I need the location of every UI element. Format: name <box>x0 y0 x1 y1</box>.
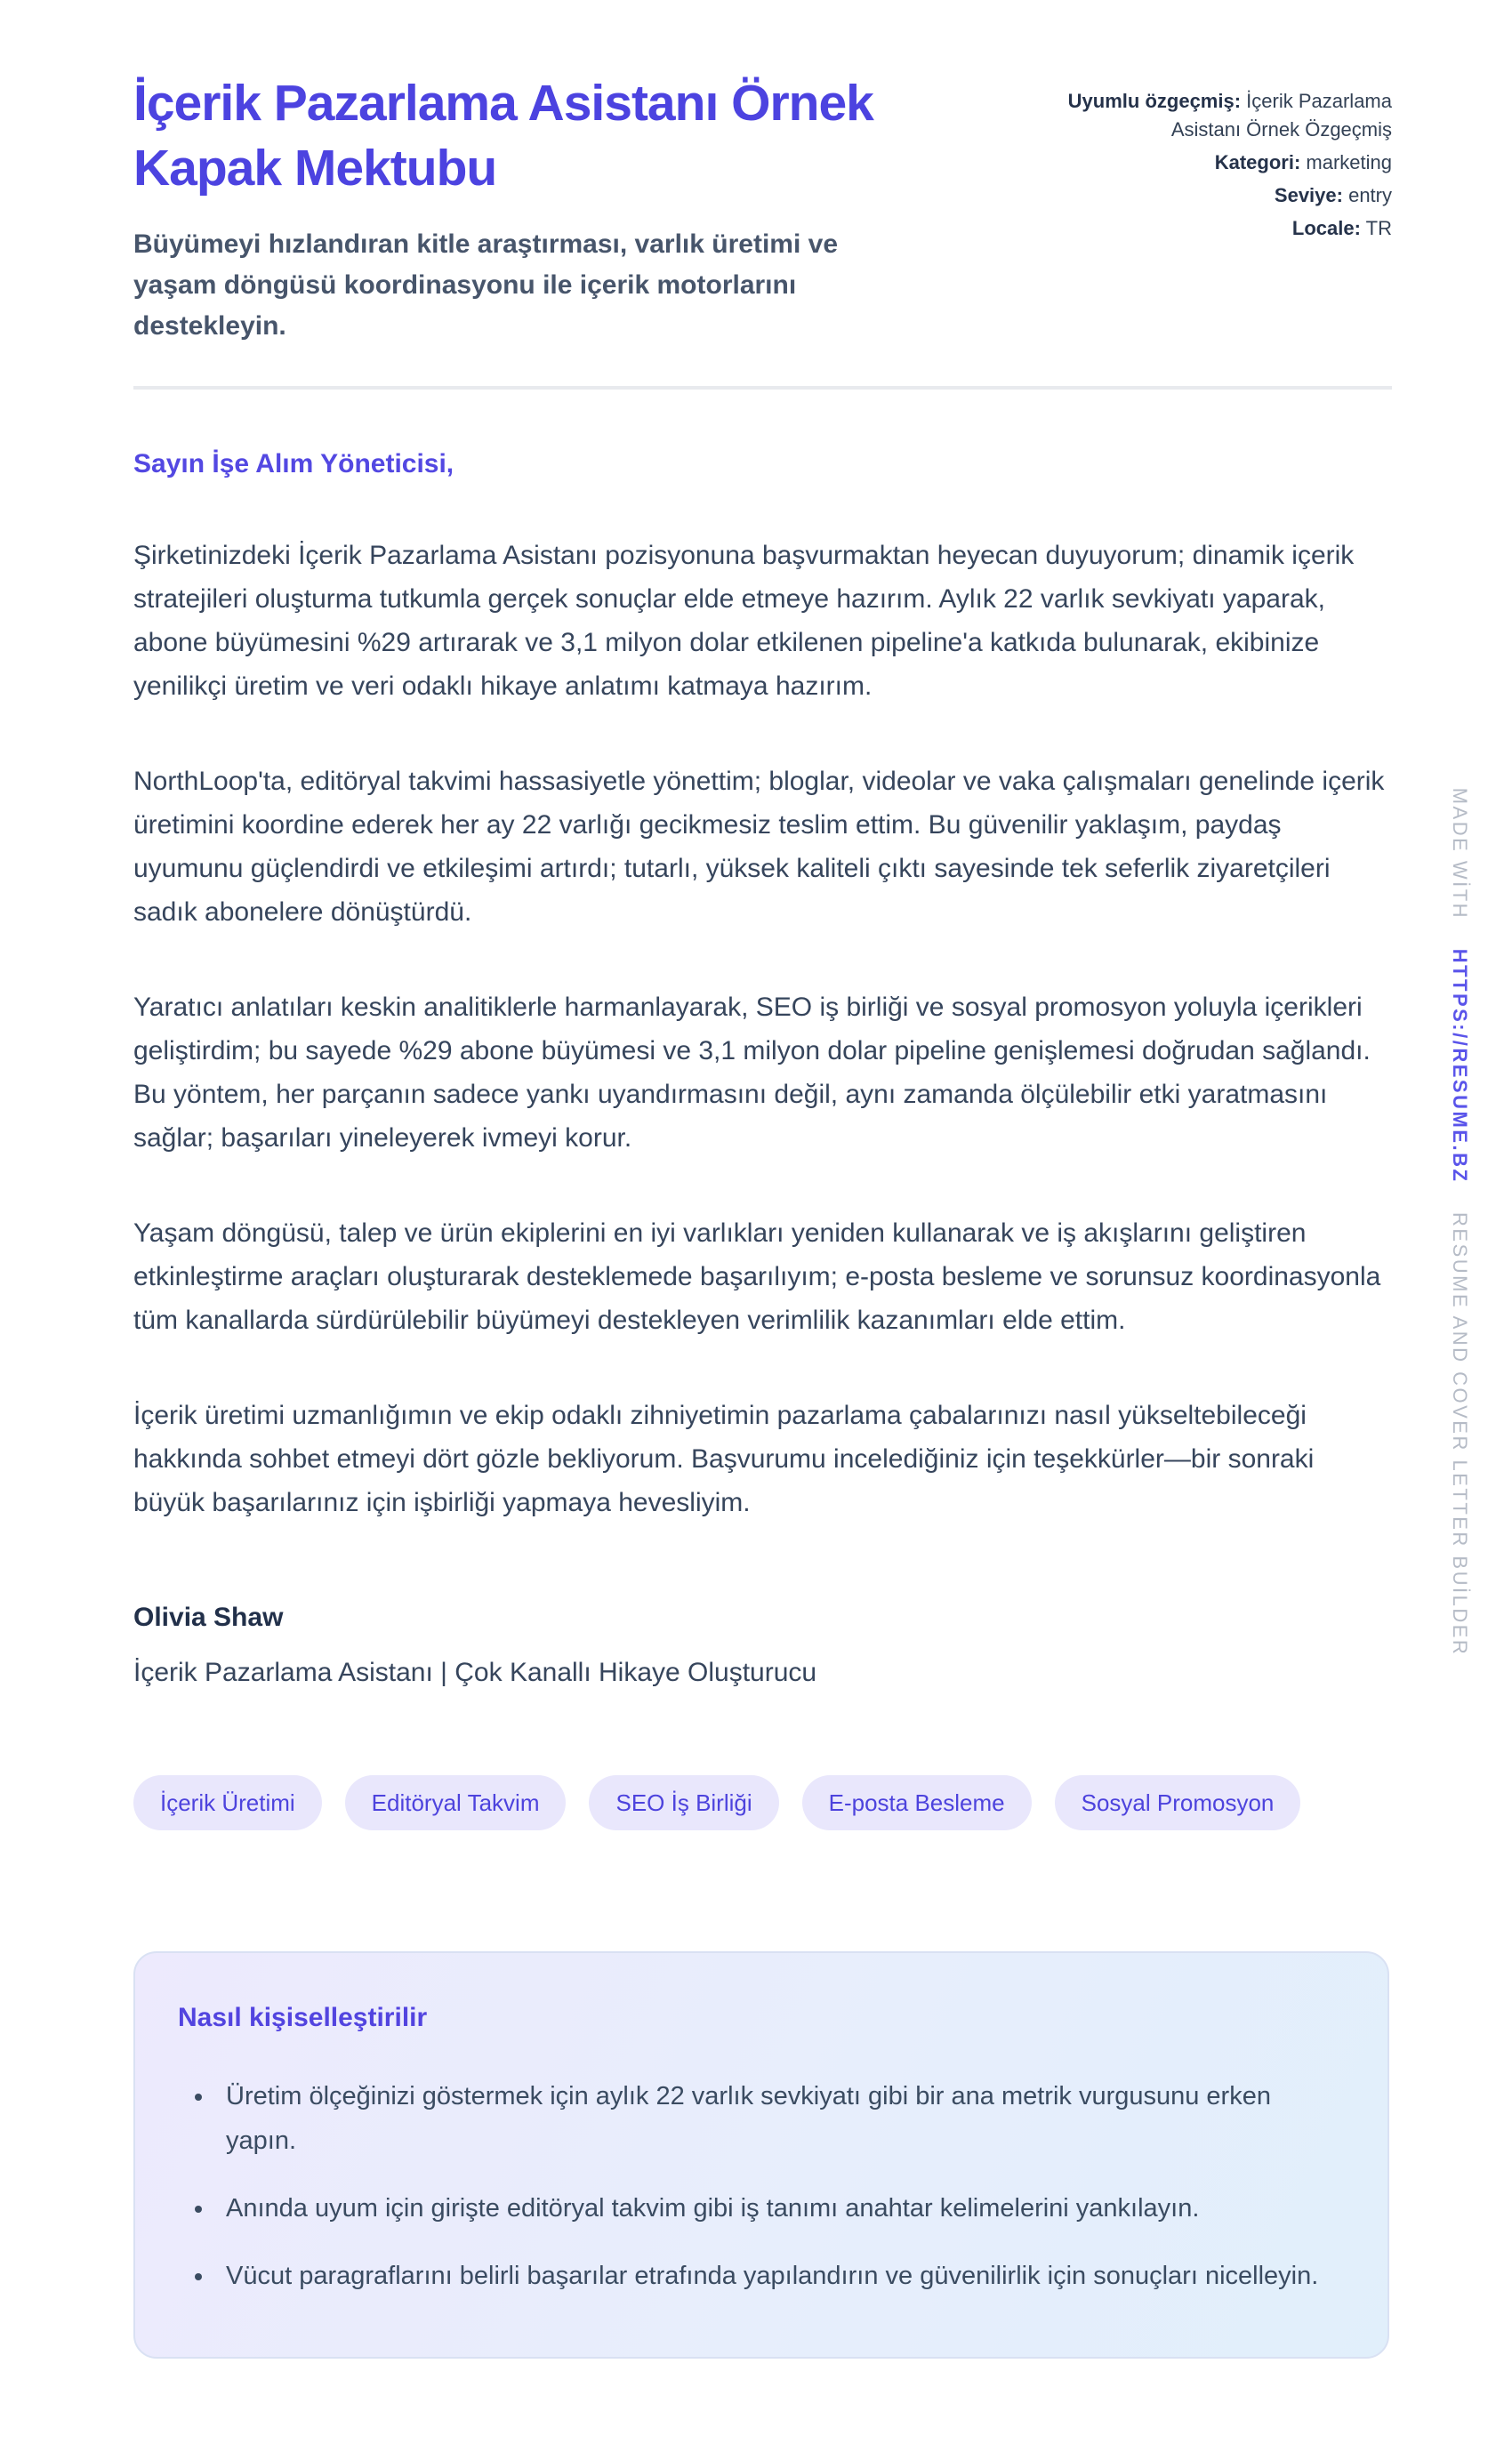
meta-level-label: Seviye: <box>1274 184 1343 206</box>
letter-paragraph: İçerik üretimi uzmanlığımın ve ekip odaklı zihniyetimin pazarlama çabalarınızı nasıl yükseltebileceği hakkında sohbet etmeyi dört gözle bekliyorum. Başvurumu incelediğiniz için teşekkürler—bir sonraki büyük başarılarınız için işbirliği yapmaya hevesliyim. <box>133 1401 1315 1517</box>
how-to-personalize-box <box>133 1951 1389 2359</box>
meta-locale-value: TR <box>1360 217 1392 239</box>
meta-compatible-resume-value: İçerik Pazarlama Asistanı Örnek Özgeçmiş <box>1170 90 1392 141</box>
skill-tags-row <box>133 1775 1392 1830</box>
how-to-personalize-list <box>178 2074 1334 2298</box>
skill-tag: Editöryal Takvim <box>345 1775 567 1830</box>
document-header <box>133 0 1392 347</box>
meta-category-value: marketing <box>1300 151 1392 173</box>
signature-role: İçerik Pazarlama Asistanı | Çok Kanallı Hikaye Oluşturucu <box>133 1658 817 1687</box>
meta-compatible-resume-label: Uyumlu özgeçmiş: <box>1067 90 1242 112</box>
title-column <box>133 71 961 347</box>
page-title: İçerik Pazarlama Asistanı Örnek Kapak Mektubu <box>133 75 873 197</box>
cover-letter-body <box>133 446 1392 1690</box>
how-to-bullet: • Üretim ölçeğinizi göstermek için aylık 22 varlık sevkiyatı gibi bir ana metrik vurgusunu erken yapın. <box>215 2074 1334 2163</box>
watermark-prefix: MADE WİTH <box>1449 787 1471 928</box>
meta-locale <box>1009 214 1392 243</box>
letter-paragraph: Yaşam döngüsü, talep ve ürün ekiplerini en iyi varlıkları yeniden kullanarak ve iş akışlarını geliştiren etkinleştirme araçları oluşturarak desteklemede başarılıyım; e-posta besleme ve sorunsuz koordinasyonla tüm kanallarda sürdürülebilir büyümeyi destekleyen verimlilik kazanımları elde ettim. <box>133 1218 1381 1335</box>
meta-category-label: Kategori: <box>1214 151 1301 173</box>
page-subtitle: Büyümeyi hızlandıran kitle araştırması, varlık üretimi ve yaşam döngüsü koordinasyonu ile içerik motorlarını destekleyin. <box>133 229 838 341</box>
meta-category <box>1009 149 1392 177</box>
how-to-bullet: • Anında uyum için girişte editöryal takvim gibi iş tanımı anahtar kelimelerini yankılayın. <box>215 2186 1334 2231</box>
letter-paragraph: NorthLoop'ta, editöryal takvimi hassasiyetle yönettim; bloglar, videolar ve vaka çalışmaları genelinde içerik üretimini koordine ederek her ay 22 varlığı gecikmesiz teslim ettim. Bu güvenilir yaklaşım, paydaş uyumunu güçlendirdi ve etkileşimi artırdı; tutarlı, yüksek kaliteli çıktı sayesinde tek seferlik ziyaretçileri sadık abonelere dönüştürdü. <box>133 767 1385 927</box>
letter-paragraph: Yaratıcı anlatıları keskin analitiklerle harmanlayarak, SEO iş birliği ve sosyal promosyon yoluyla içerikleri geliştirdim; bu sayede %29 abone büyümesi ve 3,1 milyon dolar pipeline genişlemesi doğrudan sağlandı. Bu yöntem, her parçanın sadece yankı uyandırmasını değil, aynı zamanda ölçülebilir etki yaratmasını sağlar; başarıları yineleyerek ivmeyi korur. <box>133 993 1371 1153</box>
watermark-url-link[interactable]: HTTPS://RESUME.BZ <box>1449 948 1471 1184</box>
side-watermark <box>1448 788 1471 1657</box>
signature-name: Olivia Shaw <box>133 1603 284 1632</box>
meta-panel <box>1009 71 1392 247</box>
skill-tag: SEO İş Birliği <box>589 1775 778 1830</box>
meta-level-value: entry <box>1342 184 1392 206</box>
meta-level <box>1009 181 1392 210</box>
meta-locale-label: Locale: <box>1291 217 1361 239</box>
page-container <box>133 0 1392 2359</box>
letter-greeting: Sayın İşe Alım Yöneticisi, <box>133 449 454 478</box>
watermark-suffix: RESUME AND COVER LETTER BUİLDER <box>1449 1204 1471 1657</box>
skill-tag: E-posta Besleme <box>802 1775 1032 1830</box>
signature-block <box>133 1601 1392 1690</box>
skill-tag: Sosyal Promosyon <box>1055 1775 1301 1830</box>
how-to-bullet: • Vücut paragraflarını belirli başarılar etrafında yapılandırın ve güvenilirlik için sonuçları nicelleyin. <box>215 2254 1334 2298</box>
meta-compatible-resume <box>1009 87 1392 144</box>
letter-paragraph: Şirketinizdeki İçerik Pazarlama Asistanı pozisyonuna başvurmaktan heyecan duyuyorum; dinamik içerik stratejileri oluşturma tutkumla gerçek sonuçlar elde etmeye hazırım. Aylık 22 varlık sevkiyatı yaparak, abone büyümesini %29 artırarak ve 3,1 milyon dolar etkilenen pipeline'a katkıda bulunarak, ekibinize yenilikçi üretim ve veri odaklı hikaye anlatımı katmaya hazırım. <box>133 541 1355 701</box>
skill-tag: İçerik Üretimi <box>133 1775 322 1830</box>
header-divider <box>133 386 1392 390</box>
how-to-personalize-title: Nasıl kişiselleştirilir <box>178 2003 428 2032</box>
